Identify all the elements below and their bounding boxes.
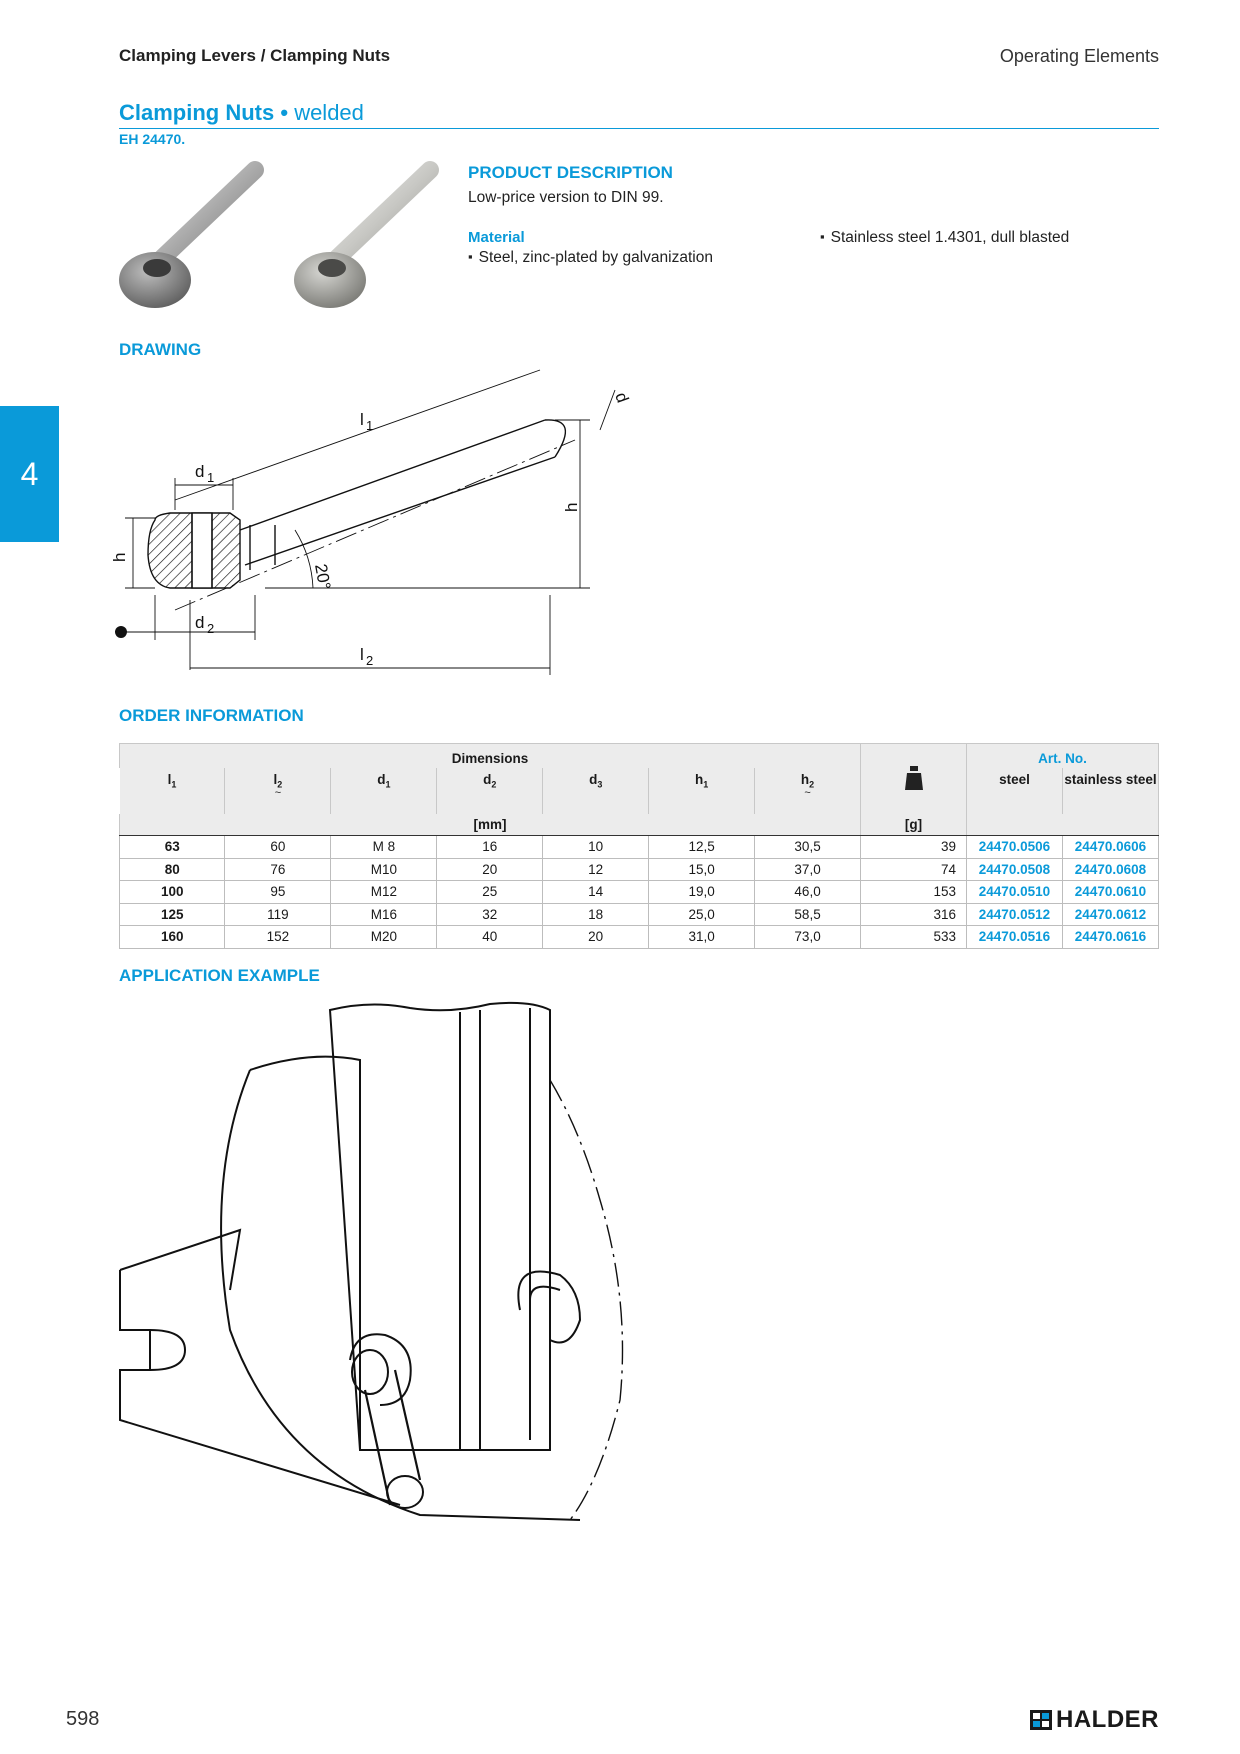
- table-row: 160 152 M20 40 20 31,0 73,0 533 24470.0516 24470.0616: [120, 926, 1159, 949]
- halder-logo: [1030, 1706, 1159, 1734]
- svg-text:l: l: [360, 410, 364, 429]
- svg-text:1: 1: [366, 418, 374, 433]
- weight-header: [861, 744, 967, 814]
- product-description-heading: PRODUCT DESCRIPTION: [468, 163, 673, 182]
- title-main: Clamping Nuts: [119, 100, 275, 125]
- dimensions-label: Dimensions: [120, 744, 861, 768]
- art-no-link[interactable]: 24470.0510: [966, 881, 1062, 904]
- title-divider: [119, 128, 1159, 129]
- weight-icon: [905, 764, 923, 790]
- col-d3: $d_3$: [543, 768, 649, 814]
- col-l2: $l_2$ ~: [225, 768, 331, 814]
- unit-art-empty: [966, 814, 1158, 836]
- product-description-text: Low-price version to DIN 99.: [468, 189, 664, 206]
- art-no-link[interactable]: 24470.0506: [966, 836, 1062, 859]
- svg-text:1: 1: [207, 470, 215, 485]
- svg-text:d: d: [195, 613, 205, 632]
- col-h2: $h_2$ ~: [755, 768, 861, 814]
- chapter-tab[interactable]: 4: [0, 406, 59, 542]
- art-no-link[interactable]: 24470.0610: [1062, 881, 1158, 904]
- art-no-link[interactable]: 24470.0616: [1062, 926, 1158, 949]
- svg-text:h: h: [110, 552, 129, 562]
- art-no-link[interactable]: 24470.0612: [1062, 903, 1158, 926]
- svg-text:2: 2: [207, 621, 215, 636]
- material-item-steel: ▪ Steel, zinc-plated by galvanization: [468, 249, 713, 267]
- photo-steel: [119, 170, 255, 308]
- art-no-link[interactable]: 24470.0516: [966, 926, 1062, 949]
- unit-mm: [mm]: [120, 814, 861, 836]
- svg-text:20°: 20°: [311, 562, 335, 592]
- table-row: 100 95 M12 25 14 19,0 46,0 153 24470.0510 24470.0610: [120, 881, 1159, 904]
- col-d1: $d_1$: [331, 768, 437, 814]
- svg-text:d: d: [611, 389, 633, 406]
- col-art-steel: steel: [966, 768, 1062, 814]
- page-number: 598: [66, 1708, 100, 1730]
- product-code: EH 24470.: [119, 131, 186, 147]
- order-table: [119, 743, 1159, 949]
- art-no-link[interactable]: 24470.0508: [966, 858, 1062, 881]
- col-h1: $h_1$: [649, 768, 755, 814]
- art-no-link[interactable]: 24470.0606: [1062, 836, 1158, 859]
- col-art-stainless: stainless steel: [1062, 768, 1158, 814]
- art-no-label: Art. No.: [966, 744, 1158, 768]
- material-label: Material: [468, 229, 525, 246]
- page-title: [119, 100, 364, 126]
- header-section-title: Clamping Levers / Clamping Nuts: [119, 46, 391, 65]
- col-l1: $l_1$: [167, 771, 177, 790]
- title-sub: welded: [294, 100, 364, 125]
- svg-text:2: 2: [366, 653, 374, 668]
- header-category: Operating Elements: [999, 46, 1159, 66]
- table-row: 63 60 M 8 16 10 12,5 30,5 39 24470.0506 24470.0606: [120, 836, 1159, 859]
- table-row: 80 76 M10 20 12 15,0 37,0 74 24470.0508 24470.0608: [120, 858, 1159, 881]
- material-item-stainless: ▪ Stainless steel 1.4301, dull blasted: [820, 229, 1069, 247]
- photo-stainless: [294, 170, 430, 308]
- application-example-drawing: [110, 1000, 690, 1560]
- art-no-link[interactable]: 24470.0608: [1062, 858, 1158, 881]
- product-photos: [115, 150, 455, 320]
- drawing-heading: DRAWING: [119, 340, 202, 359]
- brand-name: HALDER: [1056, 1706, 1159, 1733]
- halder-logo-icon: [1030, 1710, 1052, 1730]
- technical-drawing: [110, 370, 635, 680]
- col-d2: $d_2$: [437, 768, 543, 814]
- unit-g: [g]: [861, 814, 967, 836]
- order-information-heading: ORDER INFORMATION: [119, 706, 304, 725]
- svg-text:d: d: [195, 462, 205, 481]
- application-example-heading: APPLICATION EXAMPLE: [119, 966, 320, 985]
- table-row: 125 119 M16 32 18 25,0 58,5 316 24470.0512 24470.0612: [120, 903, 1159, 926]
- art-no-link[interactable]: 24470.0512: [966, 903, 1062, 926]
- svg-text:h: h: [562, 502, 581, 512]
- svg-text:l: l: [360, 645, 364, 664]
- title-bullet: •: [280, 100, 289, 125]
